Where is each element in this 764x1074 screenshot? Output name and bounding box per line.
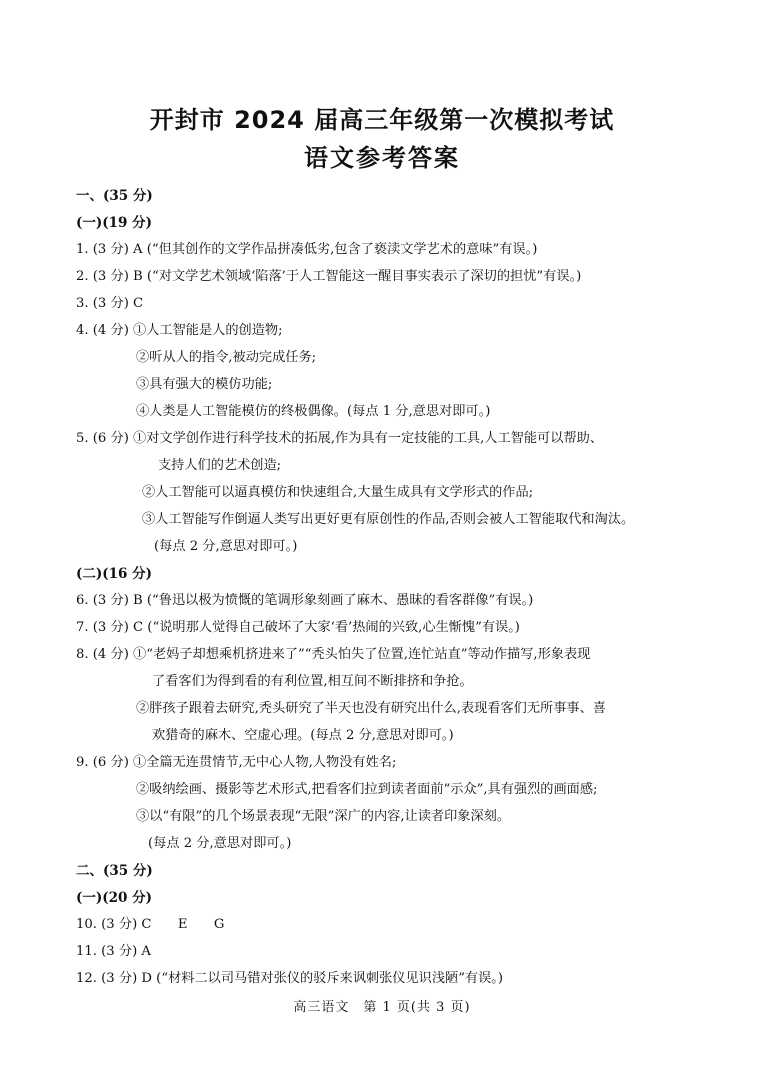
answer-line: ②人工智能可以逼真模仿和快速组合,大量生成具有文学形式的作品;: [142, 485, 534, 500]
answer-line: 6. (3 分) B (“鲁迅以极为愤慨的笔调形象刻画了麻木、愚昧的看客群像”有误。): [76, 593, 534, 608]
answer-line: 2. (3 分) B (“对文学艺术领域‘陷落’于人工智能这一醒目事实表示了深切的担忧”有误。): [76, 269, 582, 284]
answer-line: 11. (3 分) A: [76, 944, 151, 959]
answer-line: ④人类是人工智能模仿的终极偶像。(每点 1 分,意思对即可。): [136, 404, 491, 419]
answer-line: 7. (3 分) C (“说明那人觉得自己破坏了大家‘看’热闹的兴致,心生惭愧”有误。): [76, 620, 520, 635]
exam-title: 开封市 2024 届高三年级第一次模拟考试: [149, 106, 615, 134]
section-heading: (一)(20 分): [76, 890, 153, 906]
section-heading: (一)(19 分): [76, 215, 153, 231]
answer-line: 支持人们的艺术创造;: [158, 458, 282, 473]
section-heading: (二)(16 分): [76, 566, 153, 582]
answer-line: (每点 2 分,意思对即可。): [154, 539, 298, 554]
answer-line: ②听从人的指令,被动完成任务;: [136, 350, 317, 365]
page-footer: 高三语文 第 1 页(共 3 页): [293, 1000, 471, 1015]
answer-line: 5. (6 分) ①对文学创作进行科学技术的拓展,作为具有一定技能的工具,人工智能可以帮助、: [76, 431, 603, 446]
answer-line: (每点 2 分,意思对即可。): [148, 836, 292, 851]
answer-key-title: 语文参考答案: [304, 144, 460, 172]
answer-line: 8. (4 分) ①“老妈子却想乘机挤进来了”“秃头怕失了位置,连忙站直”等动作描写,形象表现: [76, 647, 591, 662]
answer-line: 12. (3 分) D (“材料二以司马错对张仪的驳斥来讽刺张仪见识浅陋”有误。): [76, 971, 504, 986]
answer-line: 了看客们为得到看的有利位置,相互间不断排挤和争抢。: [152, 674, 473, 689]
answer-line: 9. (6 分) ①全篇无连贯情节,无中心人物,人物没有姓名;: [76, 755, 397, 770]
answer-line: ②胖孩子跟着去研究,秃头研究了半天也没有研究出什么,表现看客们无所事事、喜: [136, 701, 606, 716]
answer-line: 4. (4 分) ①人工智能是人的创造物;: [76, 323, 283, 338]
section-heading: 一、(35 分): [76, 188, 153, 204]
answer-line: ②吸纳绘画、摄影等艺术形式,把看客们拉到读者面前“示众”,具有强烈的画面感;: [136, 782, 598, 797]
answer-line: ③具有强大的模仿功能;: [136, 377, 273, 392]
answer-line: 10. (3 分) C E G: [76, 917, 225, 932]
answer-line: ③以“有限”的几个场景表现“无限”深广的内容,让读者印象深刻。: [136, 809, 511, 824]
answer-line: ③人工智能写作倒逼人类写出更好更有原创性的作品,否则会被人工智能取代和淘汰。: [142, 512, 635, 527]
answer-line: 1. (3 分) A (“但其创作的文学作品拼凑低劣,包含了亵渎文学艺术的意味”有误。): [76, 242, 538, 257]
section-heading: 二、(35 分): [76, 863, 153, 879]
answer-line: 欢猎奇的麻木、空虚心理。(每点 2 分,意思对即可。): [152, 728, 454, 743]
answer-line: 3. (3 分) C: [76, 296, 144, 311]
